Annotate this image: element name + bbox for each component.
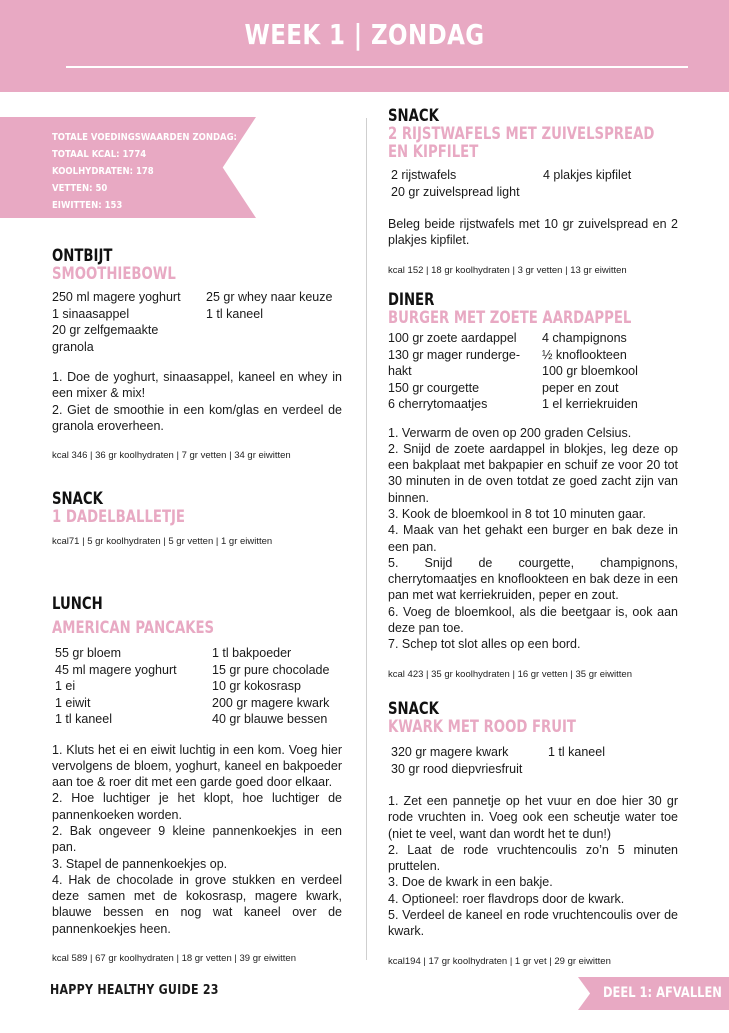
diner-section bbox=[388, 291, 678, 680]
ingredient: 1 sinaasappel bbox=[52, 306, 130, 321]
instruction-step: 4. Hak de chocolade in grove stukken en verdeel deze samen met de kokosrasp, magere kwark, blauwe bessen en nog wat kaneel over de pannenkoekjes heen. bbox=[52, 872, 342, 936]
snack1-section bbox=[52, 490, 342, 547]
ingredient: 100 gr zoete aardappel bbox=[388, 331, 517, 345]
footer-guide-title: HAPPY HEALTHY GUIDE 23 bbox=[50, 983, 219, 998]
instruction-step: 4. Optioneel: roer flavdrops door de kwark. bbox=[388, 891, 625, 906]
instruction-step: 2. Snijd de zoete aardappel in blokjes, leg deze op een bakplaat met bakpapier en schuif ze voor 20 tot 30 minuten in de oven totdat ze goed zacht zijn van binnen. bbox=[388, 441, 678, 505]
section-label: DINER bbox=[388, 290, 435, 310]
section-label: SNACK bbox=[388, 699, 439, 719]
ingredient: 320 gr magere kwark bbox=[391, 745, 509, 759]
instruction-step: 2. Hoe luchtiger je het klopt, hoe luchtiger de pannenkoeken worden. bbox=[52, 791, 342, 822]
instruction-step: 7. Schep tot slot alles op een bord. bbox=[388, 637, 581, 652]
ingredient: 250 ml magere yoghurt bbox=[52, 290, 181, 304]
nutrition-info: kcal 589 | 67 gr koolhydraten | 18 gr vetten | 39 gr eiwitten bbox=[52, 953, 296, 965]
recipe-title: 2 RIJSTWAFELS MET ZUIVELSPREAD bbox=[388, 124, 655, 144]
ingredient: 55 gr bloem bbox=[55, 646, 122, 660]
instructions bbox=[52, 369, 342, 434]
totals-carbs: KOOLHYDRATEN: 178 bbox=[52, 166, 154, 177]
page-header bbox=[0, 0, 729, 92]
instruction-step: 1. Doe de yoghurt, sinaasappel, kaneel en whey in een mixer & mix! bbox=[52, 370, 342, 401]
instructions bbox=[388, 793, 678, 940]
ingredient: 40 gr blauwe bessen bbox=[212, 712, 328, 726]
instruction-step: 2. Bak ongeveer 9 kleine pannenkoekjes in een pan. bbox=[52, 823, 342, 855]
ingredient: 1 tl kaneel bbox=[55, 712, 112, 726]
ingredient: 20 gr zelfgemaakte bbox=[52, 323, 159, 337]
ingredient: 1 tl kaneel bbox=[206, 306, 263, 321]
ingredient: 2 rijstwafels bbox=[391, 168, 457, 182]
ingredient-list bbox=[388, 330, 678, 413]
snack3-section bbox=[388, 700, 678, 967]
ingredient: ½ knoflookteen bbox=[542, 347, 627, 362]
nutrition-info: kcal 152 | 18 gr koolhydraten | 3 gr vetten | 13 gr eiwitten bbox=[388, 264, 627, 276]
ingredient: hakt bbox=[388, 364, 412, 378]
ingredient: 4 plakjes kipfilet bbox=[543, 168, 632, 182]
instruction-step: 6. Voeg de bloemkool, als die beetgaar is, ook aan deze pan toe. bbox=[388, 604, 678, 636]
ingredient: 15 gr pure chocolade bbox=[212, 662, 330, 677]
column-divider bbox=[366, 118, 367, 960]
header-rule bbox=[66, 66, 688, 68]
nutrition-info: kcal194 | 17 gr koolhydraten | 1 gr vet | 29 gr eiwitten bbox=[388, 955, 611, 967]
instruction-step: 4. Maak van het gehakt een burger en bak deze in een pan. bbox=[388, 523, 678, 554]
ingredient: 20 gr zuivelspread light bbox=[391, 184, 520, 199]
instruction-step: 1. Verwarm de oven op 200 graden Celsius. bbox=[388, 425, 632, 440]
ingredient: 25 gr whey naar keuze bbox=[206, 290, 333, 304]
ingredient: 150 gr courgette bbox=[388, 380, 480, 395]
instruction-step: 5. Snijd de courgette, champignons, cherrytomaatjes en knoflookteen en bak deze in een pan met wat kerriekruiden, peper en zout. bbox=[388, 555, 678, 603]
totals-box bbox=[52, 129, 237, 214]
ingredient: 1 ei bbox=[55, 679, 76, 693]
instruction-step: 1. Zet een pannetje op het vuur en doe hier 30 gr rode vruchten in. Voeg ook een scheutje water toe (niet te veel, want dan wordt het te dun!) bbox=[388, 794, 678, 841]
nutrition-info: kcal71 | 5 gr koolhydraten | 5 gr vetten | 1 gr eiwitten bbox=[52, 536, 273, 547]
footer-section-label: DEEL 1: AFVALLEN bbox=[603, 985, 722, 1001]
recipe-title: KWARK MET ROOD FRUIT bbox=[388, 717, 576, 737]
instructions bbox=[388, 425, 678, 653]
nutrition-info: kcal 423 | 35 gr koolhydraten | 16 gr vetten | 35 gr eiwitten bbox=[388, 668, 632, 680]
page-title: WEEK 1 | ZONDAG bbox=[244, 18, 485, 51]
instruction-step: 1. Kluts het ei en eiwit luchtig in een kom. Voeg hier vervolgens de bloem, yoghurt, kaneel en bakpoeder aan toe & roer dit met een garde goed door elkaar. bbox=[52, 742, 342, 790]
lunch-section bbox=[52, 595, 342, 964]
ingredient: 1 tl bakpoeder bbox=[212, 646, 292, 660]
totals-fat: VETTEN: 50 bbox=[52, 183, 108, 194]
ingredient-list bbox=[391, 167, 678, 200]
ingredient: 6 cherrytomaatjes bbox=[388, 397, 488, 411]
ingredient: peper en zout bbox=[542, 380, 619, 395]
recipe-title: SMOOTHIEBOWL bbox=[52, 264, 176, 284]
ingredient-list bbox=[55, 645, 342, 728]
recipe-title-continued: EN KIPFILET bbox=[388, 142, 479, 162]
instruction-step: Beleg beide rijstwafels met 10 gr zuivelspread en 2 plakjes kipfilet. bbox=[388, 217, 678, 248]
section-label: ONTBIJT bbox=[52, 246, 113, 266]
recipe-title: 1 DADELBALLETJE bbox=[52, 507, 185, 527]
recipe-title: BURGER MET ZOETE AARDAPPEL bbox=[388, 308, 632, 328]
ingredient: 1 tl kaneel bbox=[548, 745, 605, 759]
ingredient: 45 ml magere yoghurt bbox=[55, 662, 177, 677]
totals-protein: EIWITTEN: 153 bbox=[52, 200, 123, 211]
instruction-step: 5. Verdeel de kaneel en rode vruchtencoulis over de kwark. bbox=[388, 908, 678, 939]
ingredient-list bbox=[391, 744, 678, 777]
ingredient: 4 champignons bbox=[542, 331, 627, 345]
nutrition-info: kcal 346 | 36 gr koolhydraten | 7 gr vetten | 34 gr eiwitten bbox=[52, 450, 291, 462]
instruction-step: 2. Laat de rode vruchtencoulis zo’n 5 minuten pruttelen. bbox=[388, 842, 678, 874]
ingredient: granola bbox=[52, 339, 94, 354]
ontbijt-section bbox=[52, 247, 342, 461]
instructions bbox=[388, 216, 678, 249]
instruction-step: 3. Stapel de pannenkoekjes op. bbox=[52, 856, 228, 871]
section-label: SNACK bbox=[52, 489, 103, 509]
totals-heading: TOTALE VOEDINGSWAARDEN ZONDAG: bbox=[52, 132, 237, 143]
totals-kcal: TOTAAL KCAL: 1774 bbox=[52, 149, 147, 160]
section-label: SNACK bbox=[388, 106, 439, 126]
snack2-section bbox=[388, 107, 678, 276]
instructions bbox=[52, 742, 342, 938]
ingredient: 1 el kerriekruiden bbox=[542, 397, 638, 411]
instruction-step: 2. Giet de smoothie in een kom/glas en verdeel de granola eroverheen. bbox=[52, 402, 342, 433]
ingredient: 100 gr bloemkool bbox=[542, 364, 638, 378]
recipe-title: AMERICAN PANCAKES bbox=[52, 618, 215, 638]
ingredient-list bbox=[52, 289, 342, 355]
instruction-step: 3. Doe de kwark in een bakje. bbox=[388, 875, 553, 890]
instruction-step: 3. Kook de bloemkool in 8 tot 10 minuten gaar. bbox=[388, 506, 646, 521]
ingredient: 130 gr mager runderge- bbox=[388, 347, 521, 362]
ingredient: 10 gr kokosrasp bbox=[212, 679, 301, 693]
ingredient: 30 gr rood diepvriesfruit bbox=[391, 761, 523, 776]
ingredient: 1 eiwit bbox=[55, 695, 91, 710]
ingredient: 200 gr magere kwark bbox=[212, 695, 330, 710]
section-label: LUNCH bbox=[52, 594, 103, 614]
